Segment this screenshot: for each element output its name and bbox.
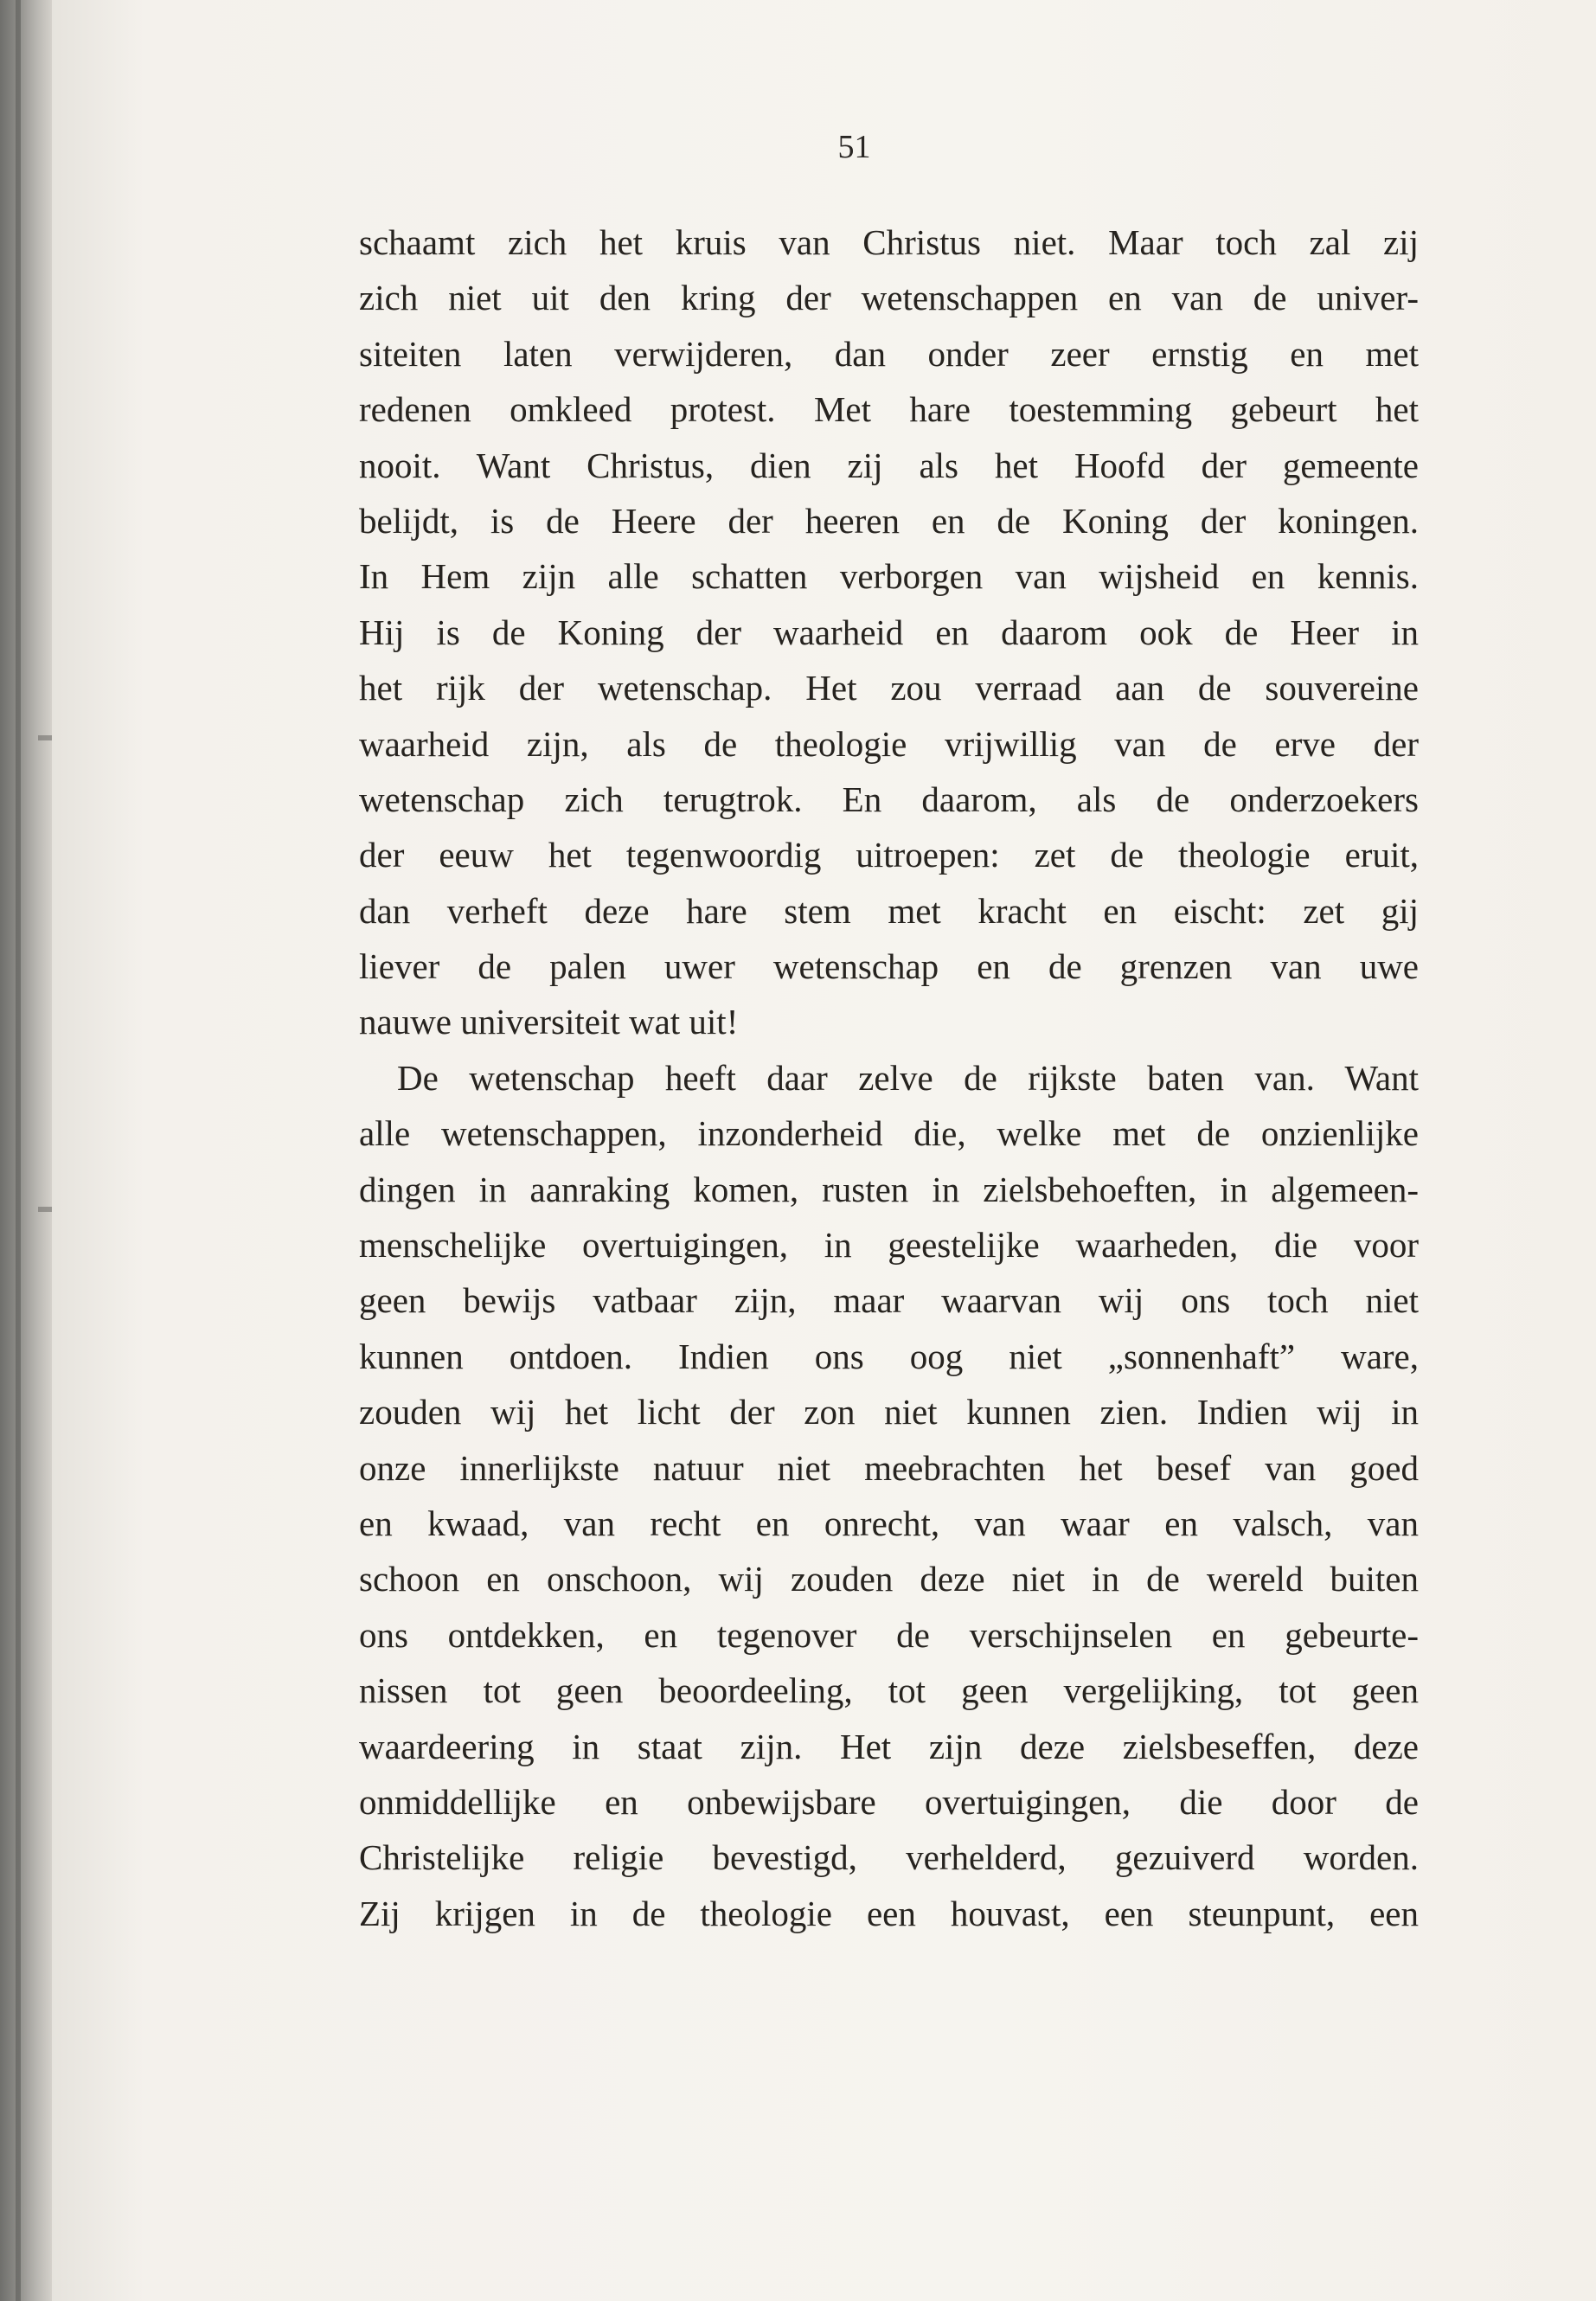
text-line: In Hem zijn alle schatten verborgen van wijsheid en kennis. bbox=[359, 556, 1419, 597]
text-line: nooit. Want Christus, dien zij als het Hoofd der gemeente bbox=[359, 445, 1419, 485]
text-line: waarheid zijn, als de theologie vrijwillig van de erve der bbox=[359, 723, 1419, 764]
binding-shadow bbox=[16, 0, 21, 2301]
text-line: liever de palen uwer wetenschap en de grenzen van uwe bbox=[359, 946, 1419, 987]
text-line: menschelijke overtuigingen, in geestelijke waarheden, die voor bbox=[359, 1225, 1419, 1266]
text-line: onmiddellijke en onbewijsbare overtuigingen, die door de bbox=[359, 1781, 1419, 1822]
text-line: schoon en onschoon, wij zouden deze niet in de wereld buiten bbox=[359, 1559, 1419, 1599]
text-line: onze innerlijkste natuur niet meebrachten het besef van goed bbox=[359, 1447, 1419, 1488]
text-line: waardeering in staat zijn. Het zijn deze zielsbeseffen, deze bbox=[359, 1726, 1419, 1766]
text-line: Christelijke religie bevestigd, verhelderd, gezuiverd worden. bbox=[359, 1837, 1419, 1878]
text-line: Zij krijgen in de theologie een houvast, een steunpunt, een bbox=[359, 1893, 1419, 1933]
paragraph-end-line: nauwe universiteit wat uit! bbox=[359, 1002, 739, 1042]
text-line: wetenschap zich terugtrok. En daarom, als de onderzoekers bbox=[359, 779, 1419, 819]
text-line: siteiten laten verwijderen, dan onder zeer ernstig en met bbox=[359, 333, 1419, 374]
page-number: 51 bbox=[837, 129, 871, 165]
text-line: belijdt, is de Heere der heeren en de Koning der koningen. bbox=[359, 500, 1419, 541]
text-line: schaamt zich het kruis van Christus niet. Maar toch zal zij bbox=[359, 222, 1419, 262]
text-line: ons ontdekken, en tegenover de verschijnselen en gebeurte- bbox=[359, 1614, 1419, 1655]
text-line: redenen omkleed protest. Met hare toestemming gebeurt het bbox=[359, 389, 1419, 430]
text-line: dingen in aanraking komen, rusten in zielsbehoeften, in algemeen- bbox=[359, 1169, 1419, 1209]
text-line: het rijk der wetenschap. Het zou verraad aan de souvereine bbox=[359, 668, 1419, 708]
page-body-text bbox=[359, 215, 1419, 1941]
text-line: geen bewijs vatbaar zijn, maar waarvan wij ons toch niet bbox=[359, 1280, 1419, 1321]
text-line: en kwaad, van recht en onrecht, van waar en valsch, van bbox=[359, 1503, 1419, 1543]
text-line: alle wetenschappen, inzonderheid die, welke met de onzienlijke bbox=[359, 1113, 1419, 1154]
scan-binding-edge bbox=[0, 0, 52, 2301]
text-line: nissen tot geen beoordeeling, tot geen vergelijking, tot geen bbox=[359, 1670, 1419, 1711]
text-line: der eeuw het tegenwoordig uitroepen: zet de theologie eruit, bbox=[359, 835, 1419, 875]
text-line: zouden wij het licht der zon niet kunnen zien. Indien wij in bbox=[359, 1392, 1419, 1433]
text-line: kunnen ontdoen. Indien ons oog niet „sonnenhaft” ware, bbox=[359, 1336, 1419, 1376]
text-line: zich niet uit den kring der wetenschappen en van de univer- bbox=[359, 278, 1419, 318]
text-line: Hij is de Koning der waarheid en daarom ook de Heer in bbox=[359, 612, 1419, 652]
text-line: dan verheft deze hare stem met kracht en eischt: zet gij bbox=[359, 890, 1419, 931]
paragraph-start-line: De wetenschap heeft daar zelve de rijkste baten van. Want bbox=[397, 1057, 1419, 1098]
